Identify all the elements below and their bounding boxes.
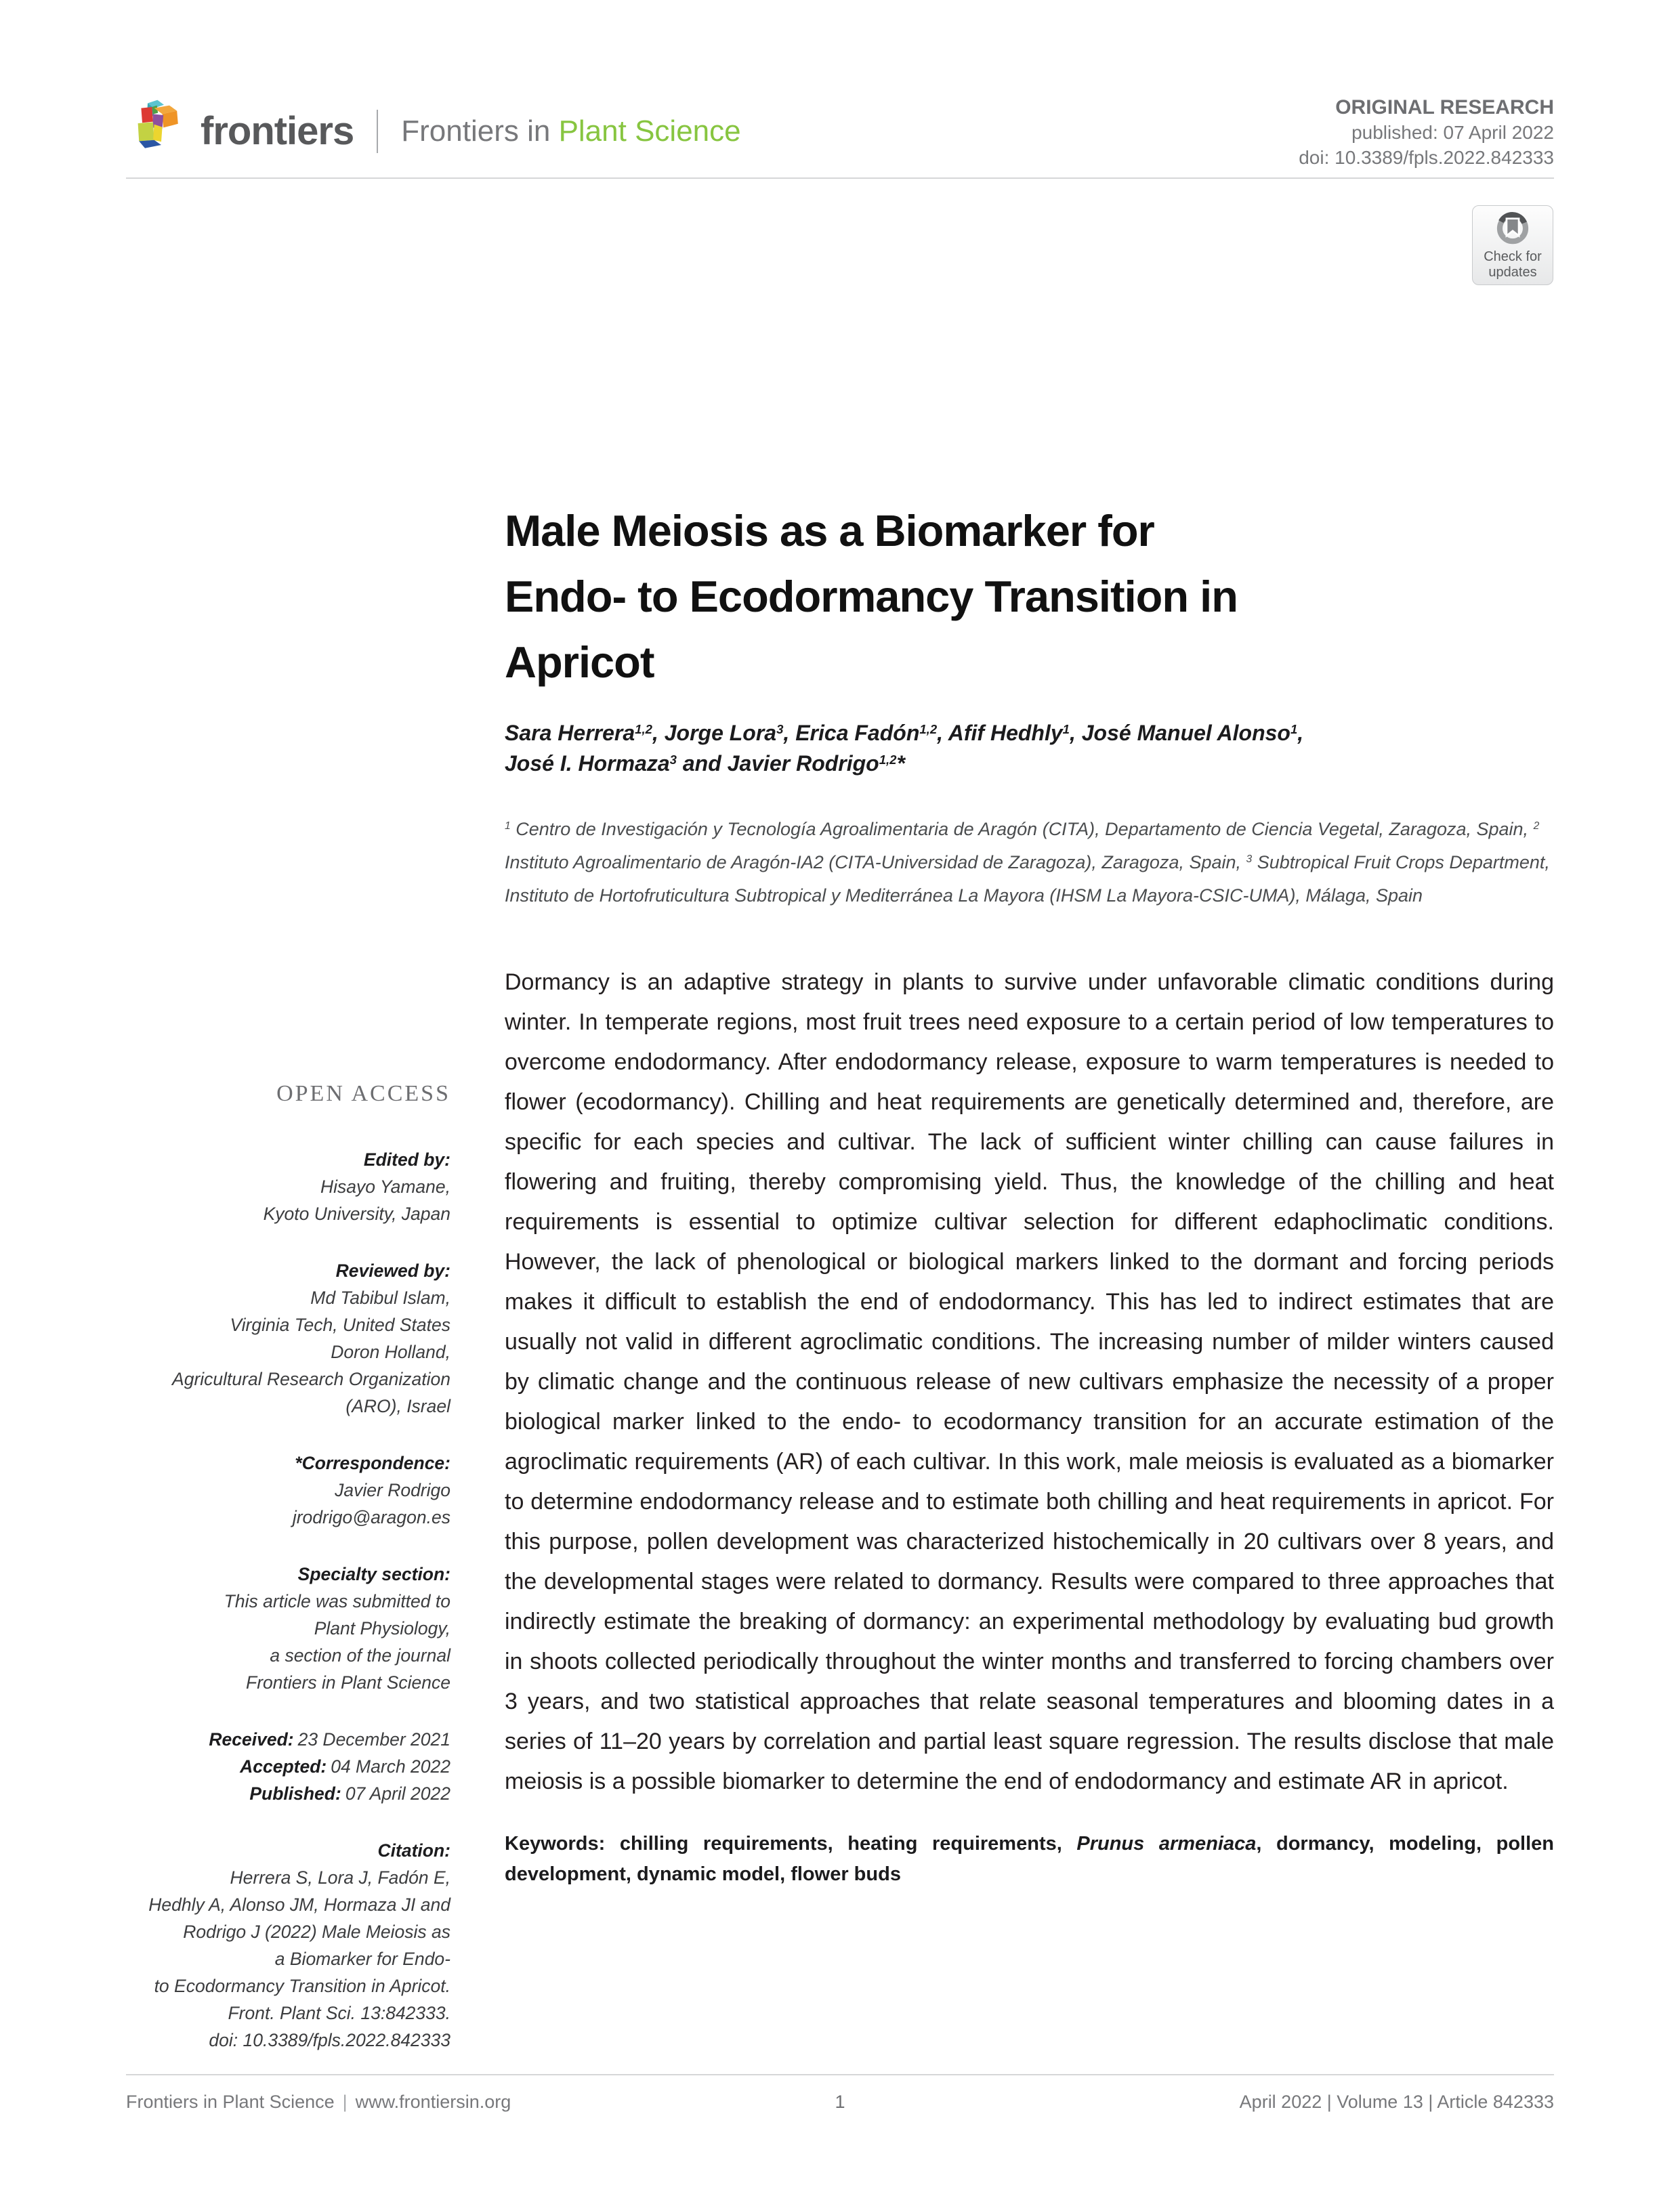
published-line: published: 07 April 2022: [1351, 122, 1554, 143]
specialty-section: [126, 1561, 450, 1696]
received-line: [126, 1726, 450, 1753]
header-brand: [126, 99, 741, 164]
specialty-label: Specialty section:: [297, 1564, 450, 1584]
footer-page-number: 1: [835, 2092, 845, 2112]
footer-url[interactable]: www.frontiersin.org: [355, 2092, 511, 2112]
article-column: [505, 498, 1554, 1890]
footer-issue-info: April 2022 | Volume 13 | Article 842333: [1239, 2092, 1554, 2112]
sidebar: [126, 1081, 450, 2083]
edited-by-label: Edited by:: [363, 1149, 450, 1170]
crossmark-icon: [1493, 210, 1532, 249]
badge-line1: Check for: [1484, 249, 1542, 264]
frontiers-logo-icon: [126, 99, 191, 164]
citation-values: Herrera S, Lora J, Fadón E, Hedhly A, Alonso JM, Hormaza JI and Rodrigo J (2022) Male Meiosis as a Biomarker for Endo- to Ecodormancy Transition in Apricot. Front. Plant Sci. 13:842333. doi: 10.3389/fpls.2022.842333: [148, 1867, 450, 2050]
header-rule: [126, 177, 1554, 179]
journal-name-green: Plant Science: [558, 114, 741, 148]
journal-prefix: Frontiers in: [401, 114, 559, 148]
check-for-updates-badge[interactable]: [1472, 205, 1553, 285]
received-label: Received:: [209, 1729, 294, 1750]
badge-label: [1484, 249, 1542, 280]
published-line-sidebar: [126, 1780, 450, 1807]
journal-name: [401, 114, 740, 148]
published-value: 07 April 2022: [345, 1783, 450, 1804]
edited-by-section: [126, 1146, 450, 1227]
published-label: Published:: [249, 1783, 341, 1804]
specialty-values: This article was submitted to Plant Physiology, a section of the journal Frontiers in Plant Science: [224, 1591, 450, 1693]
article-type: ORIGINAL RESEARCH: [1335, 96, 1554, 119]
affiliations: $^1$ Centro de Investigación y Tecnología Agroalimentaria de Aragón (CITA), Departamento de Ciencia Vegetal, Zaragoza, Spain, $^2$ Instituto Agroalimentario de Aragón-IA2 (CITA-Universidad de Zaragoza), Zaragoza, Spain, $^3$ Subtropical Fruit Crops Department, Instituto de Hortofruticultura Subtropical y Mediterránea La Mayora (IHSM La Mayora-CSIC-UMA), Málaga, Spain: [505, 819, 1550, 906]
brand-wordmark: frontiers: [201, 109, 354, 153]
header-meta: [1299, 95, 1554, 170]
article-title: Male Meiosis as a Biomarker for Endo- to Ecodormancy Transition in Apricot: [505, 506, 1238, 687]
footer-separator: |: [342, 2092, 348, 2112]
author-list: Sara Herrera$^{1,2}$, Jorge Lora$^3$, Erica Fadón$^{1,2}$, Afif Hedhly$^1$, José Manuel Alonso$^1$, José I. Hormaza$^3$ and Javier Rodrigo$^{1,2}$*: [505, 721, 1304, 776]
correspondence-section: [126, 1450, 450, 1531]
correspondence-values[interactable]: Javier Rodrigo jrodrigo@aragon.es: [292, 1480, 450, 1527]
received-value: 23 December 2021: [297, 1729, 450, 1750]
keywords-line: Keywords: chilling requirements, heating requirements, Prunus armeniaca, dormancy, modeling, pollen development, dynamic model, flower buds: [505, 1833, 1555, 1885]
dates-section: [126, 1726, 450, 1807]
reviewed-by-values: Md Tabibul Islam, Virginia Tech, United States Doron Holland, Agricultural Research Organization (ARO), Israel: [172, 1288, 450, 1416]
citation-label: Citation:: [377, 1840, 450, 1861]
accepted-label: Accepted:: [240, 1756, 327, 1777]
open-access-label: OPEN ACCESS: [276, 1081, 450, 1106]
accepted-value: 04 March 2022: [331, 1756, 450, 1777]
accepted-line: [126, 1753, 450, 1780]
footer-rule: [126, 2074, 1554, 2075]
header-divider: [377, 110, 378, 153]
doi-line[interactable]: doi: 10.3389/fpls.2022.842333: [1299, 147, 1554, 168]
badge-line2: updates: [1488, 265, 1537, 280]
citation-section: [126, 1837, 450, 2054]
edited-by-values: Hisayo Yamane, Kyoto University, Japan: [263, 1177, 450, 1224]
abstract-text: Dormancy is an adaptive strategy in plants to survive under unfavorable climatic conditions during winter. In temperate regions, most fruit trees need exposure to a certain period of low temperatures to overcome endodormancy. After endodormancy release, exposure to warm temperatures is needed to flower (ecodormancy). Chilling and heat requirements are genetically determined and, therefore, are specific for each species and cultivar. The lack of sufficient winter chilling can cause failures in flowering and fruiting, thereby compromising yield. Thus, the knowledge of the chilling and heat requirements is essential to optimize cultivar selection for different edaphoclimatic conditions. However, the lack of phenological or biological markers linked to the dormant and forcing periods makes it difficult to establish the end of endodormancy. This has led to indirect estimates that are usually not valid in different agroclimatic conditions. The increasing number of milder winters caused by climatic change and the continuous release of new cultivars emphasize the necessity of a proper biological marker linked to the endo- to ecodormancy transition for an accurate estimation of the agroclimatic requirements (AR) of each cultivar. In this work, male meiosis is evaluated as a biomarker to determine endodormancy release and to estimate both chilling and heat requirements in apricot. For this purpose, pollen development was characterized histochemically in 20 cultivars over 8 years, and the developmental stages were related to dormancy. Results were compared to three approaches that indirectly estimate the breaking of dormancy: an experimental methodology by evaluating bud growth in shoots collected periodically throughout the winter months and transferred to forcing chambers over 3 years, and two statistical approaches that relate seasonal temperatures and blooming dates in a series of 11–20 years by correlation and partial least square regression. The results disclose that male meiosis is a possible biomarker to determine the end of endodormancy and estimate AR in apricot.: [505, 969, 1554, 1794]
footer-journal: Frontiers in Plant Science: [126, 2092, 335, 2112]
reviewed-by-section: [126, 1257, 450, 1420]
reviewed-by-label: Reviewed by:: [335, 1261, 450, 1281]
footer-left: [126, 2092, 511, 2113]
correspondence-label: *Correspondence:: [295, 1453, 450, 1473]
